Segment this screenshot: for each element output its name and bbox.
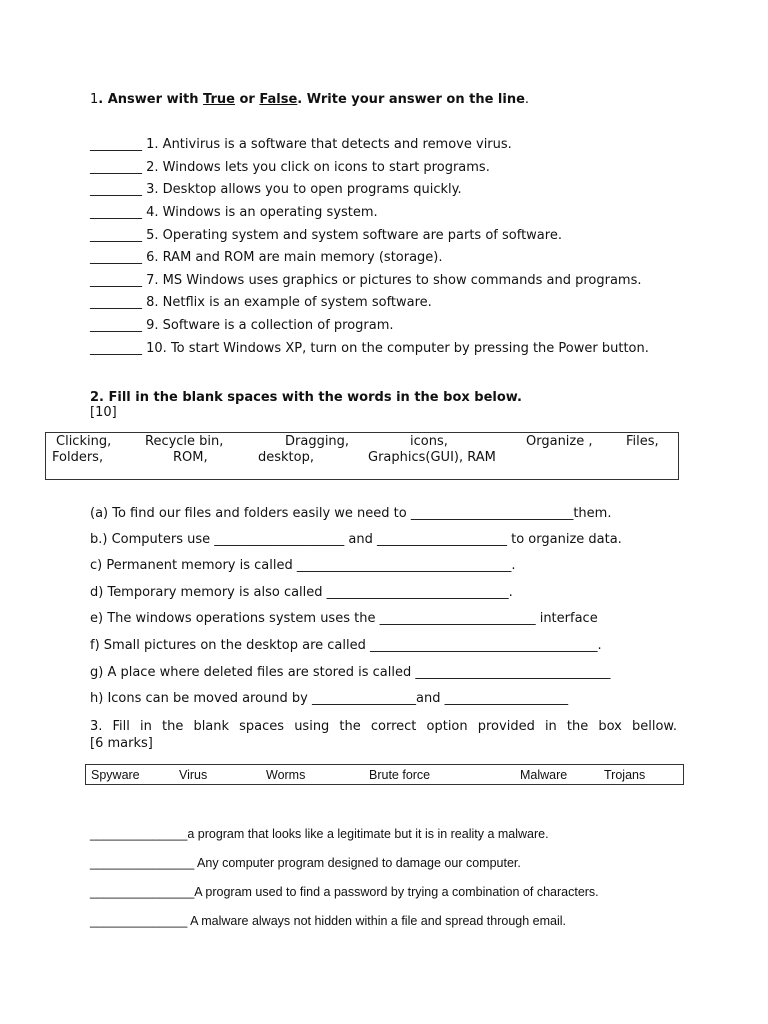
fill-blank-question: g) A place where deleted files are stored is called ______________________________	[90, 665, 611, 680]
option: Malware	[520, 768, 568, 782]
option-fill-question: ______________a program that looks like a legitimate but it is in reality a malware.	[90, 827, 549, 841]
section-number: 1	[90, 92, 99, 107]
word-option: Clicking,	[56, 434, 112, 449]
true-false-item	[90, 182, 462, 198]
word-box	[45, 432, 679, 480]
true-false-item	[90, 318, 394, 334]
true-false-item	[90, 250, 443, 266]
fill-blank-question: h) Icons can be moved around by ________________and ___________________	[90, 691, 569, 706]
statement: 3. Desktop allows you to open programs quickly.	[146, 182, 462, 197]
word-option: Files,	[626, 434, 659, 449]
statement: 4. Windows is an operating system.	[146, 205, 378, 220]
answer-line[interactable]: ________	[90, 137, 142, 152]
true-false-item	[90, 137, 512, 153]
fill-blank-question: (a) To find our files and folders easily we need to _________________________them.	[90, 506, 612, 521]
option: Virus	[179, 768, 208, 782]
option-fill-question: _______________A program used to find a password by trying a combination of characters.	[90, 885, 599, 899]
answer-line[interactable]: ________	[90, 295, 142, 310]
answer-line[interactable]: ________	[90, 341, 142, 356]
fill-blank-question: e) The windows operations system uses the ________________________ interface	[90, 611, 598, 626]
heading-part: . Write your answer on the line	[297, 92, 525, 107]
answer-line[interactable]: ________	[90, 250, 142, 265]
option-box	[85, 764, 684, 785]
section3-marks: [6 marks]	[90, 736, 153, 751]
answer-line[interactable]: ________	[90, 273, 142, 288]
option-fill-question: _______________ Any computer program designed to damage our computer.	[90, 856, 521, 870]
fill-blank-question: f) Small pictures on the desktop are called ___________________________________.	[90, 638, 602, 653]
answer-line[interactable]: ________	[90, 228, 142, 243]
answer-line[interactable]: ________	[90, 160, 142, 175]
answer-line[interactable]: ________	[90, 182, 142, 197]
statement: 6. RAM and ROM are main memory (storage).	[146, 250, 443, 265]
true-false-item	[90, 228, 562, 244]
option-fill-question: ______________ A malware always not hidden within a file and spread through email.	[90, 914, 567, 928]
statement: 1. Antivirus is a software that detects and remove virus.	[146, 137, 512, 152]
heading-part: or	[234, 92, 260, 107]
option: Spyware	[91, 768, 140, 782]
true-word: True	[203, 92, 235, 107]
word-option: Organize ,	[526, 434, 593, 449]
word-option: desktop,	[258, 450, 314, 465]
statement: 5. Operating system and system software are parts of software.	[146, 228, 562, 243]
false-word: False	[259, 92, 298, 107]
answer-line[interactable]: ________	[90, 318, 142, 333]
word-option: Graphics(GUI), RAM	[368, 450, 496, 465]
section1-heading	[90, 92, 529, 108]
true-false-item	[90, 205, 378, 221]
section2-marks: [10]	[90, 405, 117, 420]
true-false-item	[90, 160, 490, 176]
statement: 7. MS Windows uses graphics or pictures to show commands and programs.	[146, 273, 642, 288]
section3-heading: 3. Fill in the blank spaces using the correct option provided in the box bellow.	[90, 719, 677, 734]
fill-blank-question: c) Permanent memory is called _________________________________.	[90, 558, 516, 573]
statement: 10. To start Windows XP, turn on the computer by pressing the Power button.	[146, 341, 649, 356]
heading-period: .	[524, 92, 530, 107]
statement: 9. Software is a collection of program.	[146, 318, 394, 333]
option: Trojans	[604, 768, 646, 782]
true-false-item	[90, 295, 432, 311]
statement: 2. Windows lets you click on icons to start programs.	[146, 160, 490, 175]
section2-heading: 2. Fill in the blank spaces with the words in the box below.	[90, 390, 522, 405]
fill-blank-question: b.) Computers use ____________________ and ____________________ to organize data.	[90, 532, 622, 547]
word-option: Dragging,	[285, 434, 350, 449]
answer-line[interactable]: ________	[90, 205, 142, 220]
fill-blank-question: d) Temporary memory is also called ____________________________.	[90, 585, 513, 600]
word-option: icons,	[410, 434, 448, 449]
word-option: Folders,	[52, 450, 104, 465]
word-option: Recycle bin,	[145, 434, 224, 449]
true-false-item	[90, 341, 649, 357]
true-false-item	[90, 273, 642, 289]
option: Worms	[266, 768, 306, 782]
word-option: ROM,	[173, 450, 208, 465]
statement: 8. Netflix is an example of system software.	[146, 295, 432, 310]
option: Brute force	[369, 768, 431, 782]
heading-part: . Answer with	[98, 92, 204, 107]
